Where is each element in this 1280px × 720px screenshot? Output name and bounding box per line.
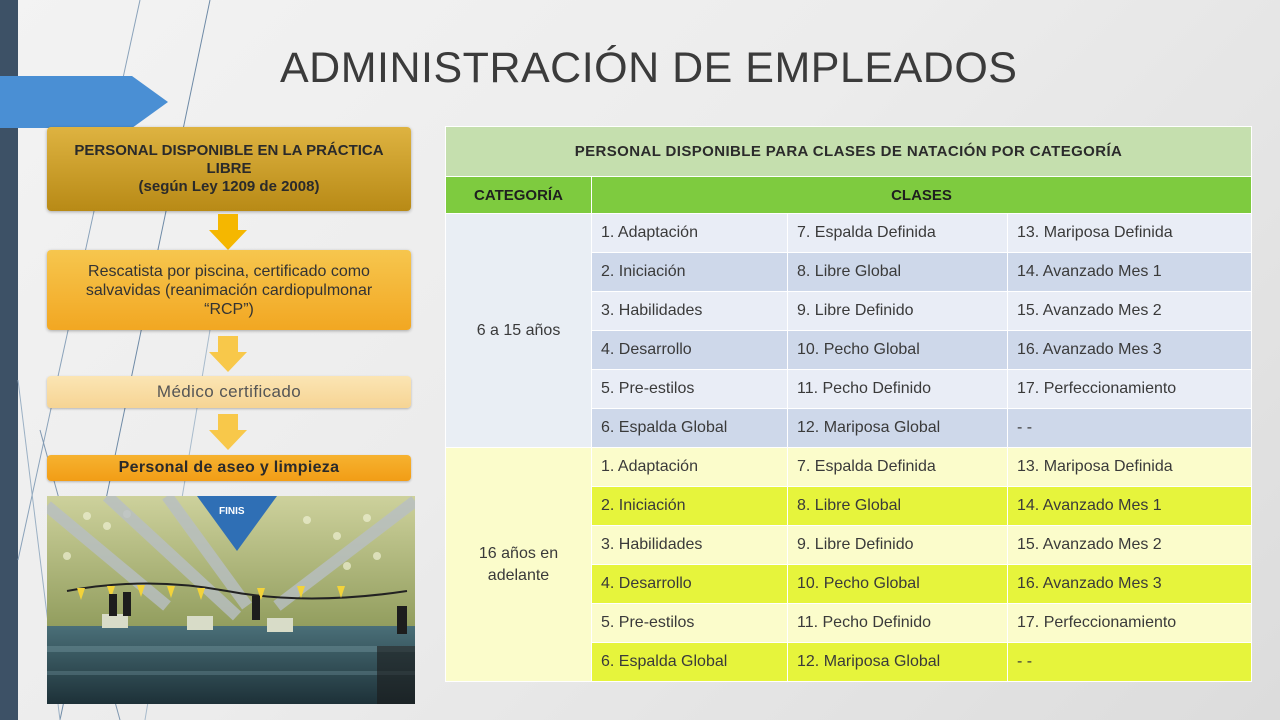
class-cell: 3. Habilidades (592, 292, 788, 331)
class-cell: 8. Libre Global (788, 487, 1008, 526)
down-arrow-icon (209, 414, 247, 450)
class-cell: 8. Libre Global (788, 253, 1008, 292)
class-cell: 4. Desarrollo (592, 331, 788, 370)
header-category: CATEGORÍA (446, 177, 592, 214)
class-cell: 7. Espalda Definida (788, 448, 1008, 487)
step-available-staff-law: (según Ley 1209 de 2008) (138, 178, 320, 195)
class-cell: 17. Perfeccionamiento (1008, 370, 1252, 409)
category-cell: 6 a 15 años (446, 214, 592, 448)
class-cell: 14. Avanzado Mes 1 (1008, 253, 1252, 292)
finis-sign-text: FINIS (219, 506, 245, 517)
swimming-classes-table (445, 126, 1252, 682)
class-cell: 9. Libre Definido (788, 526, 1008, 565)
class-cell: 1. Adaptación (592, 448, 788, 487)
class-cell: 12. Mariposa Global (788, 409, 1008, 448)
class-cell: 6. Espalda Global (592, 409, 788, 448)
class-cell: 13. Mariposa Definida (1008, 214, 1252, 253)
class-cell: 17. Perfeccionamiento (1008, 604, 1252, 643)
title-accent-arrow (0, 76, 168, 128)
class-cell: 11. Pecho Definido (788, 604, 1008, 643)
class-cell: 15. Avanzado Mes 2 (1008, 526, 1252, 565)
category-cell: 16 años en adelante (446, 448, 592, 682)
class-cell: 14. Avanzado Mes 1 (1008, 487, 1252, 526)
class-cell: 12. Mariposa Global (788, 643, 1008, 682)
class-cell: 9. Libre Definido (788, 292, 1008, 331)
down-arrow-icon (209, 336, 247, 372)
swimming-pool-photo (47, 496, 415, 704)
down-arrow-icon (209, 214, 247, 250)
class-cell: 3. Habilidades (592, 526, 788, 565)
class-cell: 2. Iniciación (592, 253, 788, 292)
class-cell: 10. Pecho Global (788, 331, 1008, 370)
step-available-staff (47, 127, 411, 211)
class-cell: 16. Avanzado Mes 3 (1008, 565, 1252, 604)
step-available-staff-heading: PERSONAL DISPONIBLE EN LA PRÁCTICA LIBRE (74, 142, 384, 177)
table-header-row (446, 177, 1252, 214)
class-cell: 5. Pre-estilos (592, 370, 788, 409)
class-cell: 11. Pecho Definido (788, 370, 1008, 409)
class-cell: 7. Espalda Definida (788, 214, 1008, 253)
step-doctor: Médico certificado (47, 376, 411, 408)
class-cell: 16. Avanzado Mes 3 (1008, 331, 1252, 370)
class-cell: 15. Avanzado Mes 2 (1008, 292, 1252, 331)
header-classes: CLASES (592, 177, 1252, 214)
class-cell: 4. Desarrollo (592, 565, 788, 604)
table-row (446, 448, 1252, 487)
table-title: PERSONAL DISPONIBLE PARA CLASES DE NATACIÓN POR CATEGORÍA (446, 127, 1252, 177)
page-title: ADMINISTRACIÓN DE EMPLEADOS (280, 44, 1018, 92)
class-cell: 13. Mariposa Definida (1008, 448, 1252, 487)
class-cell: 1. Adaptación (592, 214, 788, 253)
class-cell: - - (1008, 643, 1252, 682)
table-row (446, 214, 1252, 253)
class-cell: 2. Iniciación (592, 487, 788, 526)
class-cell: 5. Pre-estilos (592, 604, 788, 643)
table-title-row (446, 127, 1252, 177)
step-lifeguard: Rescatista por piscina, certificado como salvavidas (reanimación cardiopulmonar “RCP”) (47, 250, 411, 330)
class-cell: 6. Espalda Global (592, 643, 788, 682)
class-cell: 10. Pecho Global (788, 565, 1008, 604)
class-cell: - - (1008, 409, 1252, 448)
step-cleaning-staff: Personal de aseo y limpieza (47, 455, 411, 481)
